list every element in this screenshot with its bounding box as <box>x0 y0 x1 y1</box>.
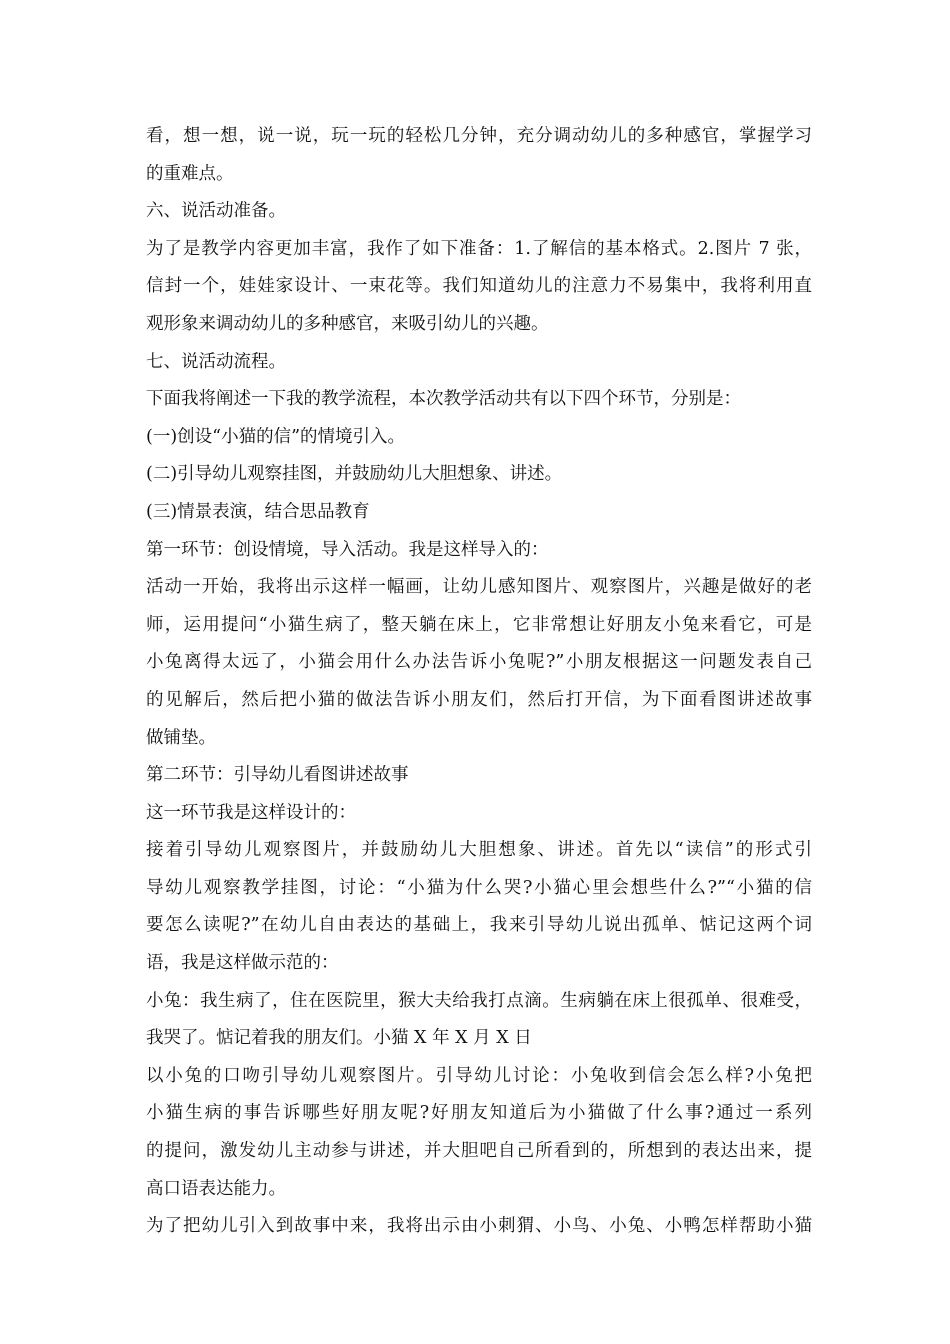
text-line: 信封一个，娃娃家设计、一束花等。我们知道幼儿的注意力不易集中，我将利用直 <box>146 276 812 297</box>
text-line: 语，我是这样做示范的： <box>146 953 339 974</box>
text-line: 高口语表达能力。 <box>146 1178 286 1199</box>
text-line: 七、说活动流程。 <box>146 351 286 372</box>
text-line: 第一环节：创设情境，导入活动。我是这样导入的： <box>146 539 549 560</box>
text-line: 活动一开始，我将出示这样一幅画，让幼儿感知图片、观察图片，兴趣是做好的老 <box>146 577 812 598</box>
text-line: 要怎么读呢?”在幼儿自由表达的基础上，我来引导幼儿说出孤单、惦记这两个词 <box>146 915 812 936</box>
text-line: 我哭了。惦记着我的朋友们。小猫 X 年 X 月 X 日 <box>146 1028 532 1049</box>
text-line: 师，运用提问“小猫生病了，整天躺在床上，它非常想让好朋友小兔来看它，可是 <box>146 614 812 635</box>
text-line: 下面我将阐述一下我的教学流程，本次教学活动共有以下四个环节，分别是： <box>146 389 741 410</box>
text-line: 以小兔的口吻引导幼儿观察图片。引导幼儿讨论：小兔收到信会怎么样?小兔把 <box>146 1065 812 1086</box>
text-line: (一)创设“小猫的信”的情境引入。 <box>146 426 406 447</box>
text-line: 小猫生病的事告诉哪些好朋友呢?好朋友知道后为小猫做了什么事?通过一系列 <box>146 1103 812 1124</box>
text-line: 看，想一想，说一说，玩一玩的轻松几分钟，充分调动幼儿的多种感官，掌握学习 <box>146 126 812 146</box>
text-line: 接着引导幼儿观察图片，并鼓励幼儿大胆想象、讲述。首先以“读信”的形式引 <box>146 840 812 861</box>
text-line: 六、说活动准备。 <box>146 201 286 222</box>
text-line: 为了是教学内容更加丰富，我作了如下准备：1.了解信的基本格式。2.图片 7 张， <box>146 238 812 259</box>
text-line: 的提问，激发幼儿主动参与讲述，并大胆吧自己所看到的，所想到的表达出来，提 <box>146 1141 812 1162</box>
text-line: 小兔：我生病了，住在医院里，猴大夫给我打点滴。生病躺在床上很孤单、很难受， <box>146 990 812 1011</box>
text-line: (三)情景表演，结合思品教育 <box>146 501 370 522</box>
document-body <box>146 118 812 1246</box>
text-line: (二)引导幼儿观察挂图，并鼓励幼儿大胆想象、讲述。 <box>146 464 563 485</box>
text-line: 这一环节我是这样设计的： <box>146 802 356 823</box>
text-line: 导幼儿观察教学挂图，讨论：“小猫为什么哭?小猫心里会想些什么?”“小猫的信 <box>146 877 812 898</box>
text-line: 为了把幼儿引入到故事中来，我将出示由小刺猬、小鸟、小兔、小鸭怎样帮助小猫 <box>146 1216 812 1237</box>
text-line: 观形象来调动幼儿的多种感官，来吸引幼儿的兴趣。 <box>146 313 549 334</box>
text-line: 小兔离得太远了，小猫会用什么办法告诉小兔呢?”小朋友根据这一问题发表自己 <box>146 652 812 673</box>
text-line: 的见解后，然后把小猫的做法告诉小朋友们，然后打开信，为下面看图讲述故事 <box>146 689 812 710</box>
text-line: 的重难点。 <box>146 163 234 184</box>
text-line: 做铺垫。 <box>146 727 216 748</box>
text-line: 第二环节：引导幼儿看图讲述故事 <box>146 765 409 786</box>
